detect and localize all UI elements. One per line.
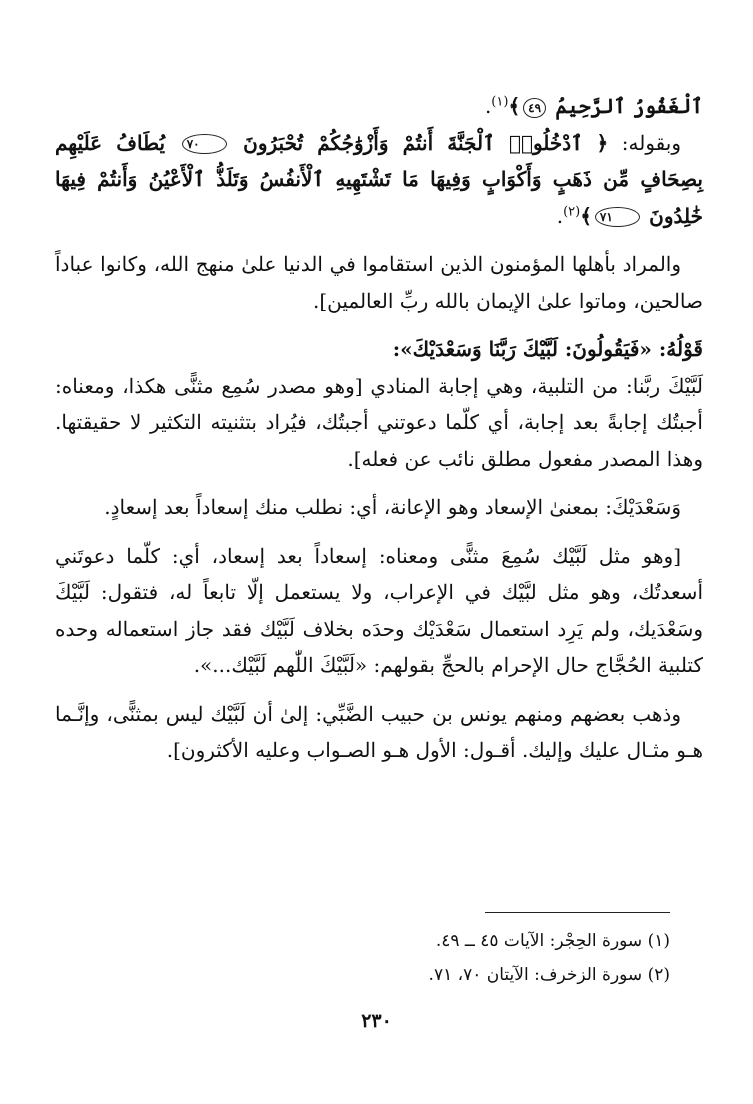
quran-close-bracket: ﴾	[508, 94, 521, 118]
footnote-reference: (١)	[491, 94, 509, 110]
ayah-number-marker: ٧٠	[182, 134, 227, 154]
paragraph-labbayk: لَبَّيْكَ ربَّنا: من التلبية، وهي إجابة المنادي [وهو مصدر سُمِع مثنًّى هكذا، ومعناه: أجبتُك إجابةً بعد إجابة، أي كلّما دعوتني أجبتُك، فيُراد بتثنيته التكثير لا حقيقتها. وهذا المصدر مفعول مطلق نائب عن فعله].	[55, 373, 703, 471]
footnote-separator	[485, 912, 670, 913]
quran-text: ٱدْخُلُوا۟ ٱلْجَنَّةَ أَنتُمْ وَأَزْوَٰجُكُمْ تُحْبَرُونَ	[243, 130, 583, 155]
footnote-item: (٢) سورة الزخرف: الآيتان ٧٠، ٧١.	[428, 965, 670, 985]
section-heading: قَوْلُهُ: «فَيَقُولُونَ: لَبَّيْكَ رَبَّنَا وَسَعْدَيْكَ»:	[392, 337, 703, 361]
paragraph-intro: وبقوله:	[621, 130, 682, 155]
quran-open-bracket: ﴿	[596, 130, 609, 155]
quran-text: ٱلْغَفُورُ ٱلرَّحِيمُ	[555, 94, 703, 118]
quran-close-bracket: ﴾	[580, 203, 592, 228]
punctuation: .	[556, 203, 564, 228]
footnote-item: (١) سورة الحِجْر: الآيات ٤٥ ــ ٤٩.	[435, 931, 670, 951]
paragraph-quran-end	[55, 88, 703, 125]
paragraph-meaning: والمراد بأهلها المؤمنون الذين استقاموا في الدنيا علىٰ منهج الله، وكانوا عباداً صالحين، وماتوا علىٰ الإيمان بالله ربِّ العالمين].	[55, 252, 703, 313]
paragraph-zukhruf-quote	[55, 125, 703, 235]
paragraph-explanation: [وهو مثل لَبَّيْك سُمِعَ مثنًّى ومعناه: إسعاداً بعد إسعاد، أي: كلّما دعوتَني أسعدتُك، وهو مثل لبَّيْك في الإعراب، ولا يستعمل إلّا تابعاً له، فتقول: لَبَّيْكَ وسَعْدَيك، ولم يَرِد استعمال سَعْدَيْك وحدَه بخلاف لَبَّيْك فقد جاز استعماله وحده كتلبية الحُجَّاج حال الإحرام بالحجِّ بقولهم: «لَبَّيْكَ اللّٰهم لَبَّيْك...».	[55, 543, 703, 677]
ayah-number-marker: ٧١	[595, 207, 640, 227]
paragraph-opinion: وذهب بعضهم ومنهم يونس بن حبيب الضَّبِّي: إلىٰ أن لَبَّيْك ليس بمثنًّى، وإنَّـما هـو مثـال عليك وإليك. أقـول: الأول هـو الصـواب وعليه الأكثرون].	[55, 701, 703, 762]
quran-text: يُطَافُ عَلَيْهِم بِصِحَافٍ مِّن ذَهَبٍ وَأَكْوَابٍ وَفِيهَا مَا تَشْتَهِيهِ ٱلْأَنفُسُ وَتَلَذُّ ٱلْأَعْيُنُ وَأَنتُمْ فِيهَا خَٰلِدُونَ	[55, 130, 703, 228]
footnotes	[80, 924, 670, 992]
punctuation: .	[484, 94, 492, 118]
page-number: ٢٣٠	[361, 1010, 392, 1032]
page-body	[55, 88, 703, 769]
paragraph-sadayk: وَسَعْدَيْكَ: بمعنىٰ الإسعاد وهو الإعانة، أي: نطلب منك إسعاداً بعد إسعادٍ.	[104, 495, 681, 519]
ayah-number-marker: ٤٩	[523, 98, 546, 118]
footnote-reference: (٢)	[563, 203, 581, 219]
